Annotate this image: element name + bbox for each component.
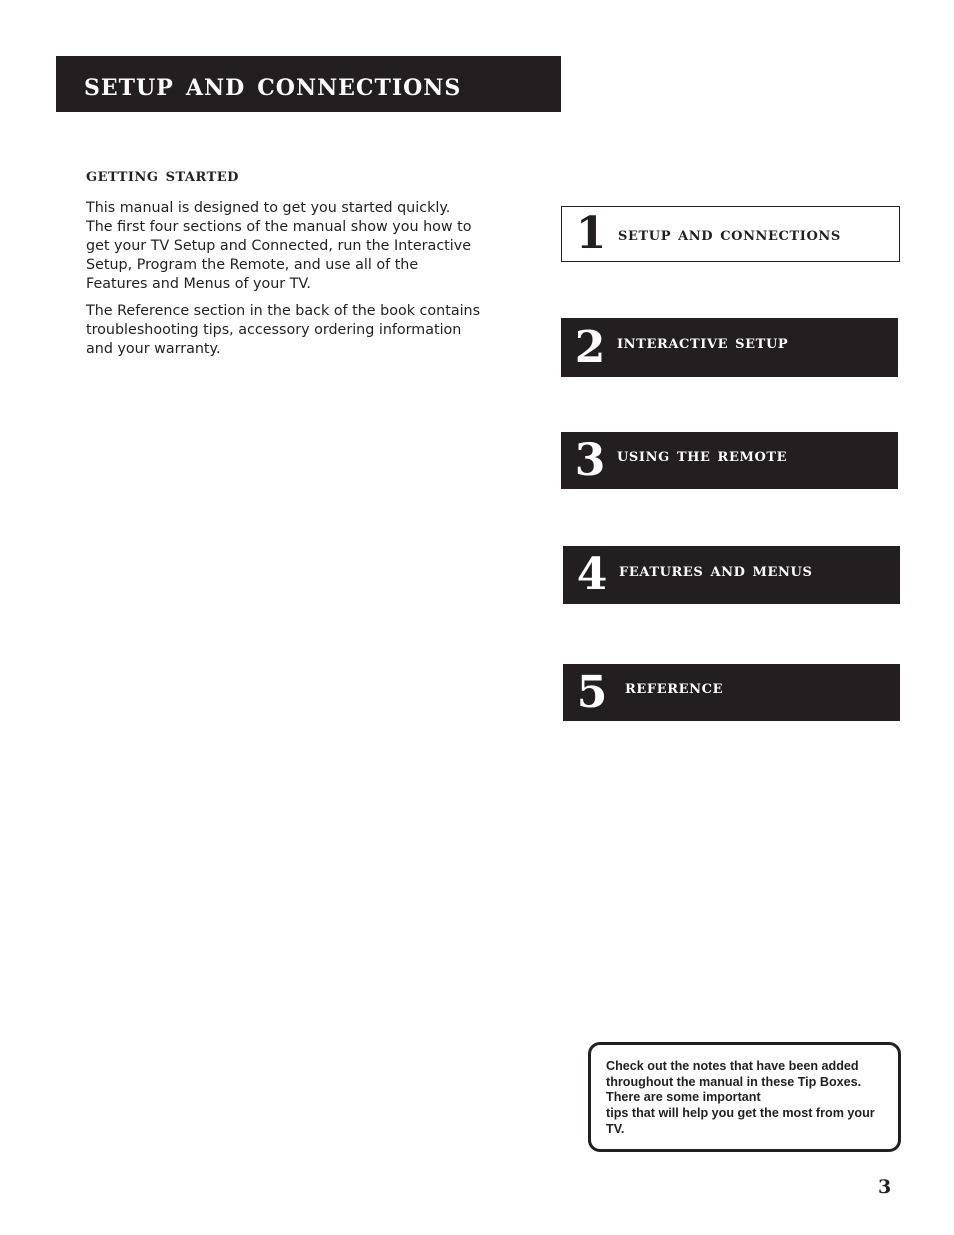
chapter-using-the-remote: [561, 432, 898, 489]
page-title-bar: [56, 56, 561, 112]
chapter-number: 1: [575, 208, 607, 259]
chapter-label: interactive setup: [617, 332, 789, 353]
chapter-label: using the remote: [617, 445, 788, 466]
tip-text: Check out the notes that have been added throughout the manual in these Tip Boxes. There are some important tips that will help you get the most from your TV.: [606, 1059, 875, 1136]
page-number: 3: [878, 1176, 892, 1198]
chapter-number: 4: [576, 549, 608, 600]
chapter-number: 3: [574, 434, 606, 486]
chapter-setup-and-connections: [561, 206, 900, 262]
chapter-label: setup and connections: [618, 223, 841, 245]
chapter-interactive-setup: [561, 318, 898, 377]
page-title: setup and connections: [84, 65, 462, 103]
chapter-label: reference: [625, 677, 724, 698]
chapter-number: 5: [576, 666, 608, 718]
chapter-label: features and menus: [619, 559, 813, 581]
reference-paragraph: The Reference section in the back of the book contains troubleshooting tips, accessory ordering information and your warranty.: [86, 303, 481, 357]
chapter-number: 2: [574, 321, 606, 373]
intro-paragraph: This manual is designed to get you started quickly. The first four sections of the manual show you how to get your TV Setup and Connected, run the Interactive Setup, Program the Remote, and use all of the Features and Menus of your TV.: [86, 200, 472, 292]
chapter-reference: [563, 664, 900, 721]
tip-box: [588, 1042, 901, 1152]
section-heading: getting started: [86, 164, 239, 186]
chapter-features-and-menus: [563, 546, 900, 604]
